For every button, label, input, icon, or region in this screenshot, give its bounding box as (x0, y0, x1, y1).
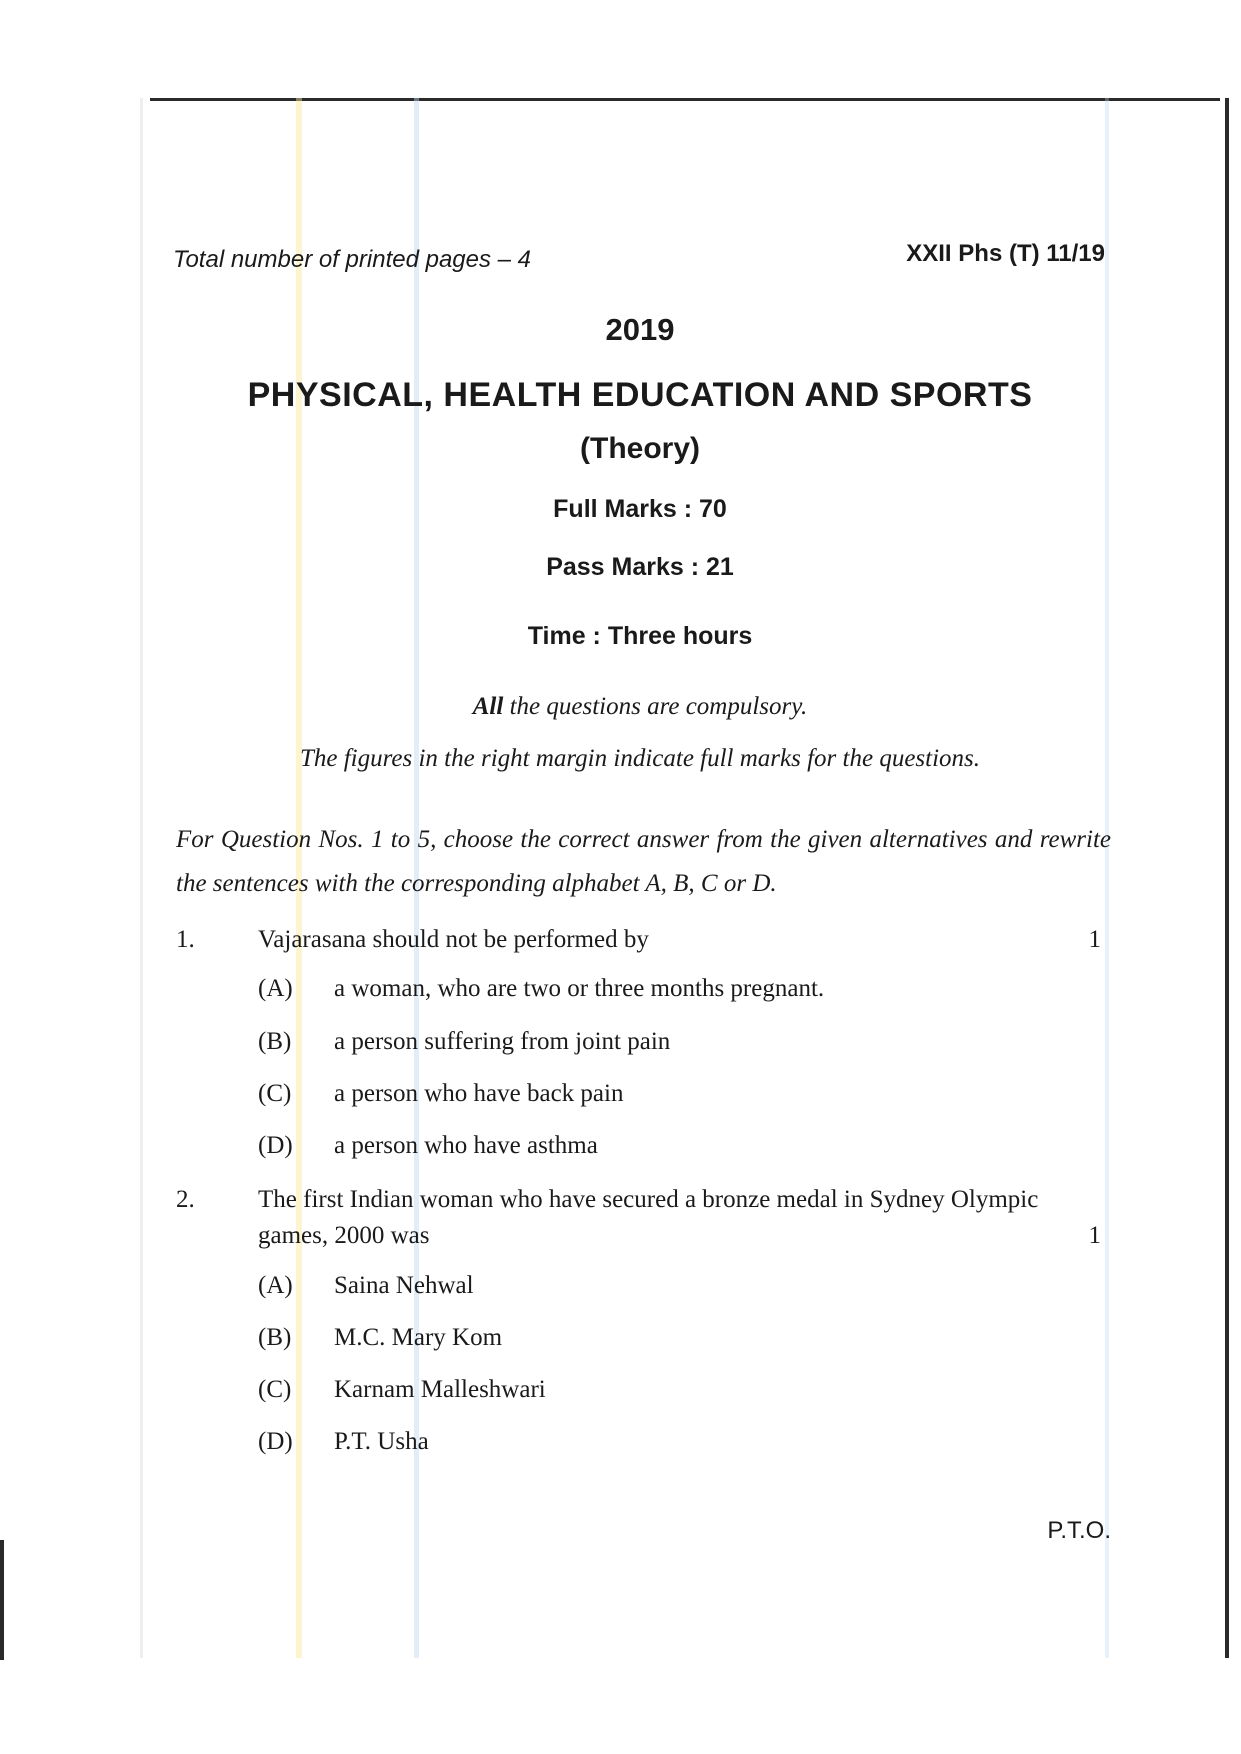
instruction-marks: The figures in the right margin indicate full marks for the questions. (299, 745, 981, 772)
instruction-text: the questions are compulsory. (503, 693, 808, 720)
option-text: P.T. Usha (334, 1428, 429, 1455)
option-letter: (C) (258, 1376, 292, 1403)
instruction-emphasis: All (472, 693, 504, 720)
paper-code: XXII Phs (T) 11/19 (906, 240, 1105, 267)
option-c (258, 1080, 1118, 1108)
option-letter: (B) (258, 1324, 292, 1351)
option-text: Karnam Malleshwari (334, 1376, 546, 1403)
exam-year: 2019 (605, 312, 675, 347)
option-a (258, 1272, 1118, 1300)
exam-title: PHYSICAL, HEALTH EDUCATION AND SPORTS (247, 376, 1033, 414)
exam-subtitle: (Theory) (580, 432, 700, 465)
question-directions: For Question Nos. 1 to 5, choose the correct answer from the given alternatives and rewrite the sentences with the corresponding alphabet A, B, C or D. (176, 826, 1111, 897)
question-text: Vajarasana should not be performed by (258, 926, 649, 953)
question-text: The first Indian woman who have secured a bronze medal in Sydney Olympic games, 2000 was (258, 1186, 1039, 1249)
option-text: a person who have back pain (334, 1080, 624, 1107)
instruction-compulsory (160, 693, 1120, 721)
option-letter: (A) (258, 1272, 293, 1299)
question-marks: 1 (1088, 1222, 1101, 1249)
question-marks: 1 (1088, 926, 1101, 953)
option-text: M.C. Mary Kom (334, 1324, 503, 1351)
option-text: Saina Nehwal (334, 1272, 474, 1299)
exam-time: Time : Three hours (527, 622, 753, 650)
option-d (258, 1132, 1118, 1160)
question-number: 1. (176, 926, 195, 953)
option-text: a person who have asthma (334, 1132, 598, 1159)
option-c (258, 1376, 1118, 1404)
pages-note: Total number of printed pages – 4 (173, 246, 532, 273)
option-a (258, 975, 1118, 1003)
option-letter: (D) (258, 1428, 293, 1455)
option-letter: (B) (258, 1028, 292, 1055)
please-turn-over: P.T.O. (1047, 1517, 1111, 1544)
full-marks: Full Marks : 70 (553, 495, 727, 523)
option-letter: (C) (258, 1080, 292, 1107)
option-letter: (D) (258, 1132, 293, 1159)
option-text: a woman, who are two or three months pregnant. (334, 975, 825, 1002)
scan-edge-left (0, 1540, 4, 1660)
option-d (258, 1428, 1118, 1456)
question-number: 2. (176, 1186, 195, 1213)
scan-edge-top (150, 98, 1220, 101)
option-b (258, 1028, 1118, 1056)
scan-stripe (140, 98, 143, 1658)
option-b (258, 1324, 1118, 1352)
scan-edge-right (1225, 98, 1229, 1658)
pass-marks: Pass Marks : 21 (546, 553, 734, 581)
option-letter: (A) (258, 975, 293, 1002)
option-text: a person suffering from joint pain (334, 1028, 671, 1055)
